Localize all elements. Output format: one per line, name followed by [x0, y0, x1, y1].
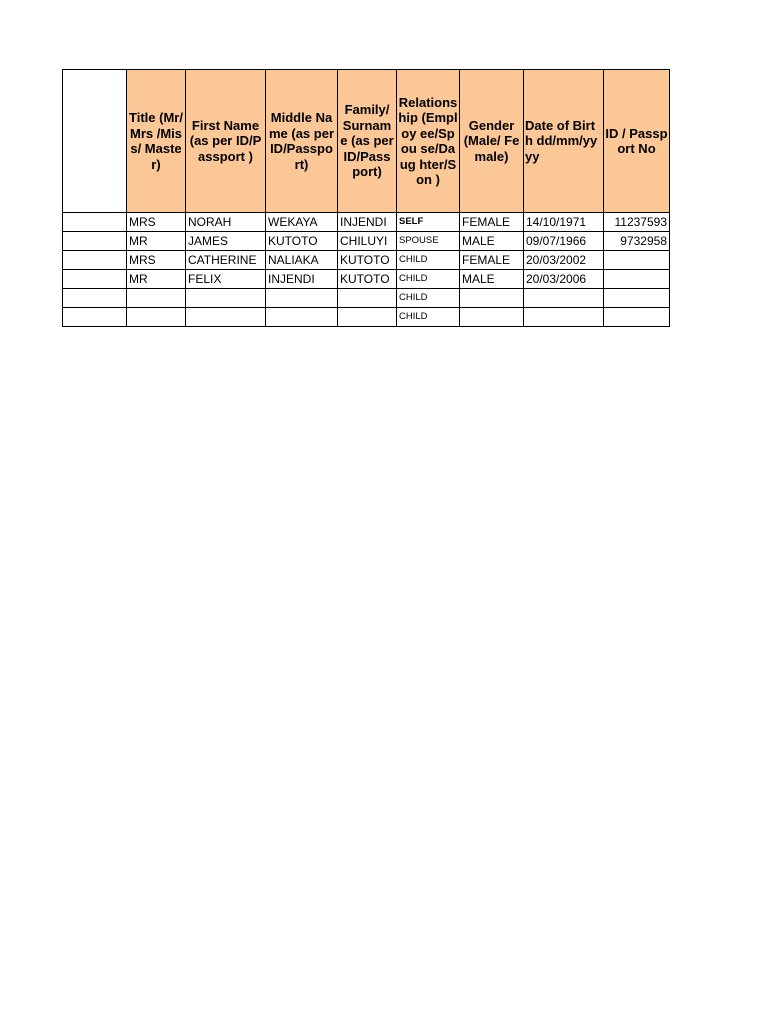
- cell-relationship[interactable]: SPOUSE: [397, 232, 460, 251]
- cell-date-of-birth[interactable]: 14/10/1971: [524, 213, 604, 232]
- cell-relationship[interactable]: CHILD: [397, 270, 460, 289]
- cell-id-passport[interactable]: [604, 308, 670, 327]
- cell-gender[interactable]: [460, 289, 524, 308]
- cell-relationship[interactable]: CHILD: [397, 308, 460, 327]
- cell-title[interactable]: MRS: [127, 213, 186, 232]
- cell-gender[interactable]: [460, 308, 524, 327]
- table-row: [63, 213, 670, 232]
- cell-date-of-birth[interactable]: [524, 289, 604, 308]
- cell-id-passport[interactable]: 9732958: [604, 232, 670, 251]
- table-row: [63, 308, 670, 327]
- cell-title[interactable]: [127, 308, 186, 327]
- cell-gender[interactable]: MALE: [460, 270, 524, 289]
- spreadsheet-page: [62, 69, 670, 327]
- cell-middle-name[interactable]: WEKAYA: [266, 213, 338, 232]
- cell-surname[interactable]: KUTOTO: [338, 270, 397, 289]
- cell-id-passport[interactable]: [604, 289, 670, 308]
- cell-middle-name[interactable]: INJENDI: [266, 270, 338, 289]
- cell-date-of-birth[interactable]: [524, 308, 604, 327]
- cell-gender[interactable]: MALE: [460, 232, 524, 251]
- header-row: [63, 70, 670, 213]
- header-blank: [63, 70, 127, 213]
- cell-blank[interactable]: [63, 251, 127, 270]
- cell-surname[interactable]: CHILUYI: [338, 232, 397, 251]
- cell-relationship[interactable]: CHILD: [397, 251, 460, 270]
- cell-relationship[interactable]: CHILD: [397, 289, 460, 308]
- cell-blank[interactable]: [63, 308, 127, 327]
- cell-surname[interactable]: INJENDI: [338, 213, 397, 232]
- header-relationship: Relations hip (Employ ee/Spou se/Daug hter/Son ): [397, 70, 460, 213]
- cell-blank[interactable]: [63, 289, 127, 308]
- header-middle-name: Middle Name (as per ID/Passpo rt): [266, 70, 338, 213]
- cell-date-of-birth[interactable]: 20/03/2002: [524, 251, 604, 270]
- cell-id-passport[interactable]: [604, 270, 670, 289]
- cell-id-passport[interactable]: [604, 251, 670, 270]
- header-id-passport: ID / Passport No: [604, 70, 670, 213]
- cell-middle-name[interactable]: KUTOTO: [266, 232, 338, 251]
- cell-date-of-birth[interactable]: 20/03/2006: [524, 270, 604, 289]
- cell-blank[interactable]: [63, 232, 127, 251]
- cell-gender[interactable]: FEMALE: [460, 251, 524, 270]
- cell-title[interactable]: MR: [127, 232, 186, 251]
- cell-middle-name[interactable]: [266, 308, 338, 327]
- table-row: [63, 289, 670, 308]
- header-title: Title (Mr/Mrs /Miss/ Master): [127, 70, 186, 213]
- cell-surname[interactable]: [338, 289, 397, 308]
- cell-first-name[interactable]: FELIX: [186, 270, 266, 289]
- header-first-name: First Name (as per ID/Passport ): [186, 70, 266, 213]
- cell-title[interactable]: [127, 289, 186, 308]
- cell-first-name[interactable]: JAMES: [186, 232, 266, 251]
- header-surname: Family/ Surnam e (as per ID/Pass port): [338, 70, 397, 213]
- cell-middle-name[interactable]: NALIAKA: [266, 251, 338, 270]
- cell-blank[interactable]: [63, 213, 127, 232]
- cell-id-passport[interactable]: 11237593: [604, 213, 670, 232]
- cell-first-name[interactable]: [186, 308, 266, 327]
- cell-gender[interactable]: FEMALE: [460, 213, 524, 232]
- cell-middle-name[interactable]: [266, 289, 338, 308]
- cell-surname[interactable]: [338, 308, 397, 327]
- cell-date-of-birth[interactable]: 09/07/1966: [524, 232, 604, 251]
- table-row: [63, 270, 670, 289]
- cell-blank[interactable]: [63, 270, 127, 289]
- cell-title[interactable]: MR: [127, 270, 186, 289]
- cell-first-name[interactable]: [186, 289, 266, 308]
- dependants-table: [62, 69, 670, 327]
- table-row: [63, 251, 670, 270]
- cell-relationship[interactable]: SELF: [397, 213, 460, 232]
- cell-surname[interactable]: KUTOTO: [338, 251, 397, 270]
- cell-first-name[interactable]: CATHERINE: [186, 251, 266, 270]
- cell-title[interactable]: MRS: [127, 251, 186, 270]
- header-date-of-birth: Date of Birth dd/mm/yy yy: [524, 70, 604, 213]
- header-gender: Gender (Male/ Female): [460, 70, 524, 213]
- table-row: [63, 232, 670, 251]
- cell-first-name[interactable]: NORAH: [186, 213, 266, 232]
